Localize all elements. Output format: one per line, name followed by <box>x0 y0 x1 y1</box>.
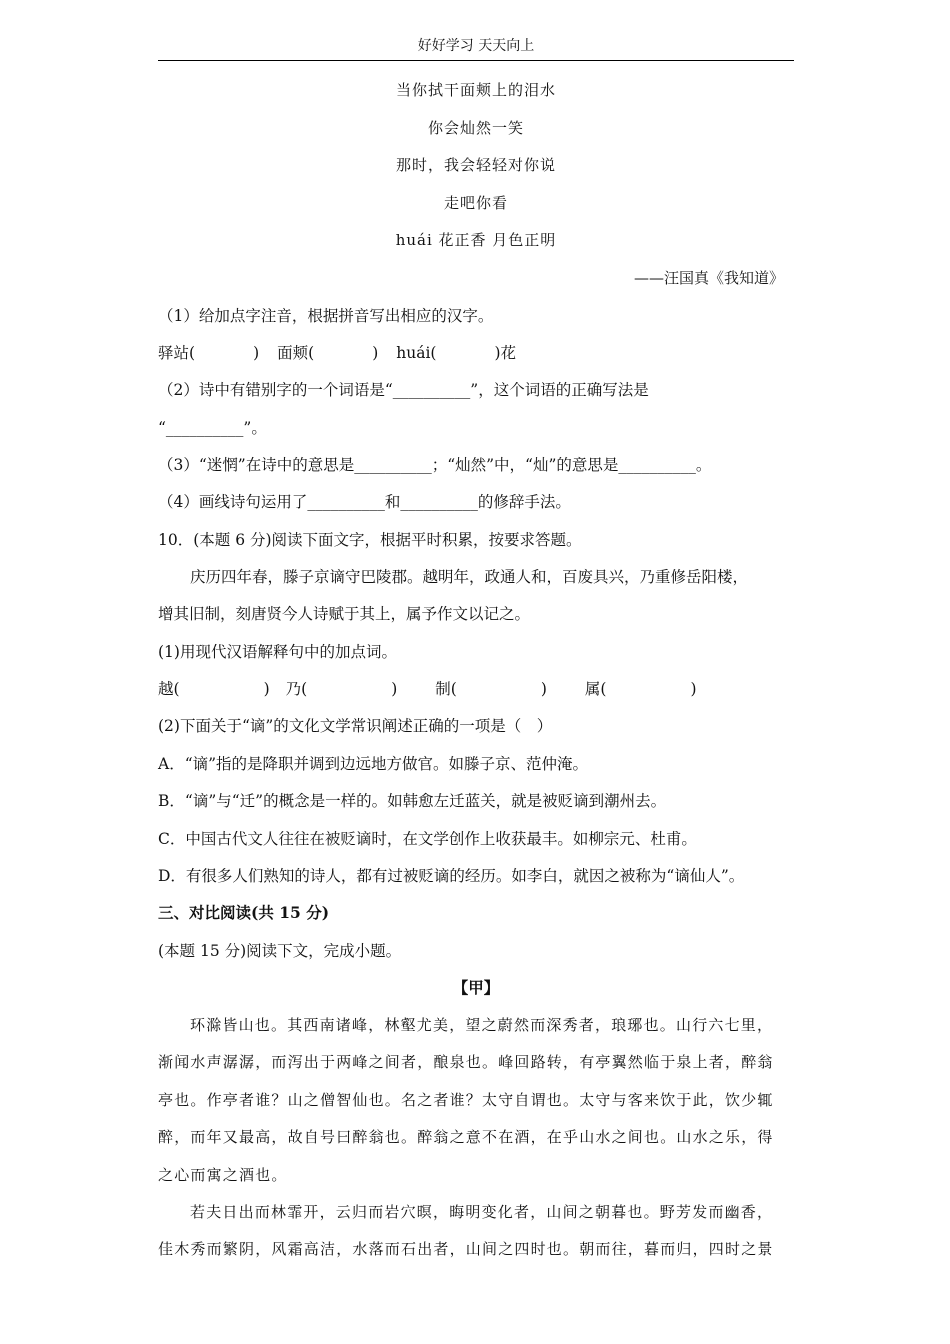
poem-line: huái 花正香 月色正明 <box>395 231 557 249</box>
poem-attribution: ——汪国真《我知道》 <box>633 269 784 287</box>
q10-sub1-items <box>158 679 697 699</box>
q9-part1: （1）给加点字注音，根据拼音写出相应的汉字。 <box>158 307 494 325</box>
pinyin-item-label: 驿站( <box>158 344 196 362</box>
word-item-close: ) <box>690 680 697 698</box>
q9-part2-cont: “__________”。 <box>158 419 267 437</box>
word-item-close: ) <box>263 680 270 698</box>
q9-part1-items <box>158 343 516 363</box>
pinyin-item-label: 面颊( <box>277 344 315 362</box>
poem-line: 你会灿然一笑 <box>427 119 524 137</box>
option-c: C．中国古代文人往往在被贬谪时，在文学创作上收获最丰。如柳宗元、杜甫。 <box>158 830 697 848</box>
section-title: 三、对比阅读(共 15 分) <box>158 903 330 922</box>
pinyin-item-label: huái( <box>396 344 437 362</box>
classic-line: 若夫日出而林霏开，云归而岩穴暝，晦明变化者，山间之朝暮也。野芳发而幽香， <box>190 1203 774 1221</box>
poem-line: 走吧你看 <box>443 194 508 212</box>
passage-label-jia: 【甲】 <box>452 978 500 997</box>
poem-line: 那时，我会轻轻对你说 <box>395 156 556 174</box>
q10-intro: 10．(本题 6 分)阅读下面文字，根据平时积累，按要求答题。 <box>158 531 582 549</box>
classic-line: 亭也。作亭者谁？山之僧智仙也。名之者谁？太守自谓也。太守与客来饮于此，饮少辄 <box>158 1091 774 1109</box>
q10-sub1: (1)用现代汉语解释句中的加点词。 <box>158 643 397 661</box>
option-b: B．“谪”与“迁”的概念是一样的。如韩愈左迁蓝关，就是被贬谪到潮州去。 <box>158 792 667 810</box>
pinyin-item-close: ) <box>253 344 260 362</box>
pinyin-item-close: ) <box>372 344 379 362</box>
word-item-label: 乃( <box>285 680 308 698</box>
word-item-close: ) <box>540 680 547 698</box>
word-item-label: 越( <box>158 680 180 698</box>
q9-part3: （3）“迷惘”在诗中的意思是__________；“灿然”中，“灿”的意思是__________。 <box>158 456 712 474</box>
pinyin-item-close: )花 <box>494 344 517 362</box>
option-a: A．“谪”指的是降职并调到边远地方做官。如滕子京、范仲淹。 <box>158 755 589 773</box>
section-intro: (本题 15 分)阅读下文，完成小题。 <box>158 942 402 960</box>
q10-passage: 增其旧制，刻唐贤今人诗赋于其上，属予作文以记之。 <box>158 605 531 623</box>
classic-line: 醉，而年又最高，故自号曰醉翁也。醉翁之意不在酒，在乎山水之间也。山水之乐，得 <box>158 1128 774 1146</box>
header-divider <box>158 60 794 61</box>
page-header: 好好学习 天天向上 <box>417 38 535 54</box>
classic-line: 渐闻水声潺潺，而泻出于两峰之间者，酿泉也。峰回路转，有亭翼然临于泉上者，醉翁 <box>158 1053 774 1071</box>
word-item-close: ) <box>391 680 398 698</box>
q10-passage: 庆历四年春，滕子京谪守巴陵郡。越明年，政通人和，百废具兴，乃重修岳阳楼， <box>190 568 749 586</box>
poem-line: 当你拭干面颊上的泪水 <box>395 81 556 99</box>
classic-line: 之心而寓之酒也。 <box>158 1166 288 1184</box>
word-item-label: 制( <box>435 680 457 698</box>
classic-line: 佳木秀而繁阴，风霜高洁，水落而石出者，山间之四时也。朝而往，暮而归，四时之景 <box>158 1240 774 1258</box>
classic-line: 环滁皆山也。其西南诸峰，林壑尤美，望之蔚然而深秀者，琅琊也。山行六七里， <box>190 1016 774 1034</box>
q10-sub2: (2)下面关于“谪”的文化文学常识阐述正确的一项是（ ） <box>158 717 553 735</box>
option-d: D．有很多人们熟知的诗人，都有过被贬谪的经历。如李白，就因之被称为“谪仙人”。 <box>158 867 745 885</box>
word-item-label: 属( <box>584 680 607 698</box>
q9-part2: （2）诗中有错别字的一个词语是“__________”，这个词语的正确写法是 <box>158 381 649 399</box>
q9-part4: （4）画线诗句运用了__________和__________的修辞手法。 <box>158 493 571 511</box>
